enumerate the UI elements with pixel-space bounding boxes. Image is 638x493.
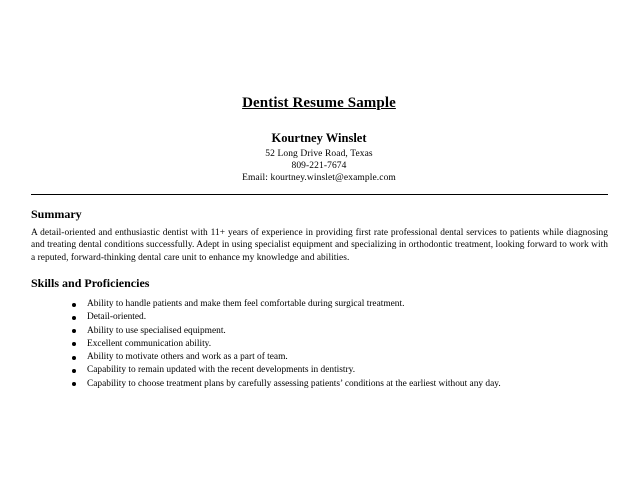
contact-address: 52 Long Drive Road, Texas [265, 149, 373, 159]
skill-text: Capability to choose treatment plans by carefully assessing patients’ conditions at the earliest without any day. [87, 378, 501, 389]
skill-item [70, 338, 610, 351]
header-divider [31, 194, 608, 195]
skill-item [70, 351, 610, 364]
skill-item [70, 325, 610, 338]
bullet-icon [72, 342, 76, 346]
skill-text: Ability to handle patients and make them feel comfortable during surgical treatment. [87, 299, 405, 309]
skill-text: Detail-oriented. [87, 312, 147, 323]
skill-item [70, 378, 610, 391]
bullet-icon [72, 303, 76, 307]
document-title: Dentist Resume Sample [242, 95, 396, 111]
skill-text: Ability to use specialised equipment. [87, 325, 226, 336]
skill-item [70, 298, 610, 311]
contact-phone: 809-221-7674 [291, 161, 347, 171]
bullet-icon [72, 356, 76, 360]
bullet-icon [72, 369, 76, 373]
skill-item [70, 311, 610, 324]
contact-email: Email: kourtney.winslet@example.com [242, 173, 396, 183]
summary-paragraph: A detail-oriented and enthusiastic dentist with 11+ years of experience in providing first rate professional dental services to patients while diagnosing and treating dental conditions successfully. Adept in using specialist equipment and specializing in orthodontic treatment, looking forward to work with a reputed, forward-thinking dental care unit to enhance my knowledge and abilities. [31, 228, 608, 263]
skill-text: Ability to motivate others and work as a part of team. [87, 352, 288, 363]
bullet-icon [72, 382, 76, 386]
skills-heading: Skills and Proficiencies [31, 276, 150, 290]
bullet-icon [72, 329, 76, 333]
skills-list [70, 298, 610, 391]
summary-heading: Summary [31, 207, 82, 221]
skill-item [70, 364, 610, 377]
skill-text: Excellent communication ability. [87, 338, 212, 349]
candidate-name: Kourtney Winslet [271, 131, 367, 145]
skill-text: Capability to remain updated with the recent developments in dentistry. [87, 365, 356, 376]
bullet-icon [72, 316, 76, 320]
